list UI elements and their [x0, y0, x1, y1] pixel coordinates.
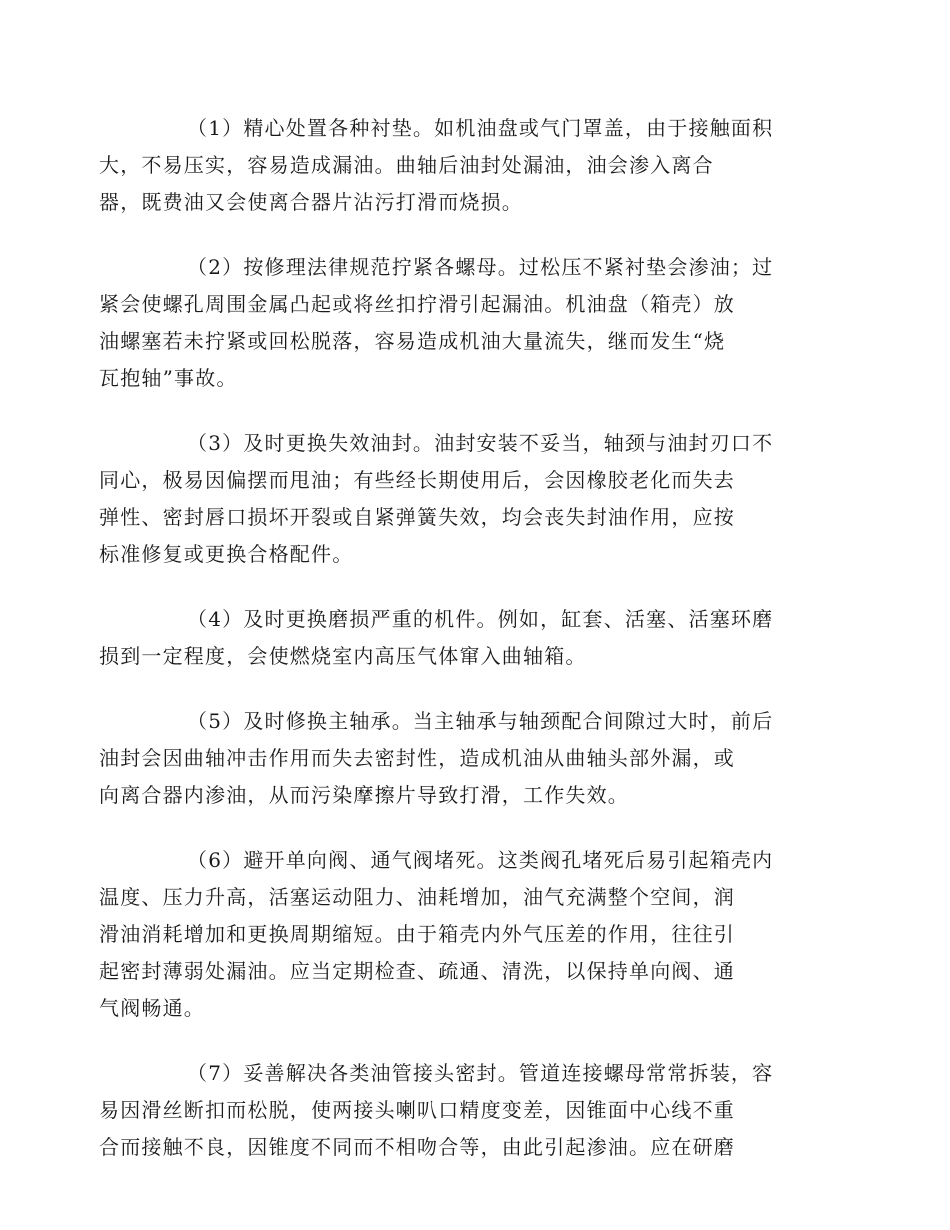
text-line: 滑油消耗增加和更换周期缩短。由于箱壳内外气压差的作用，往往引 — [99, 922, 735, 946]
document-body — [99, 110, 798, 1194]
text-line: 温度、压力升高，活塞运动阻力、油耗增加，油气充满整个空间，润 — [99, 885, 735, 909]
text-line: 标准修复或更换合格配件。 — [99, 542, 354, 566]
text-line: （6）避开单向阀、通气阀堵死。这类阀孔堵死后易引起箱壳内 — [187, 848, 774, 872]
text-line: 弹性、密封唇口损坏开裂或自紧弹簧失效，均会丧失封油作用，应按 — [99, 505, 735, 529]
paragraph-1 — [99, 110, 798, 221]
text-line: 油封会因曲轴冲击作用而失去密封性，造成机油从曲轴头部外漏，或 — [99, 746, 735, 770]
text-line: （4）及时更换磨损严重的机件。例如，缸套、活塞、活塞环磨 — [187, 607, 774, 631]
text-line: 起密封薄弱处漏油。应当定期检查、疏通、清洗，以保持单向阀、通 — [99, 959, 735, 983]
text-line: 器，既费油又会使离合器片沾污打滑而烧损。 — [99, 190, 523, 214]
paragraph-5 — [99, 703, 798, 814]
text-line: 损到一定程度，会使燃烧室内高压气体窜入曲轴箱。 — [99, 644, 587, 668]
paragraph-6 — [99, 842, 798, 1027]
text-line: 瓦抱轴”事故。 — [99, 366, 238, 390]
text-line: 大，不易压实，容易造成漏油。曲轴后油封处漏油，油会渗入离合 — [99, 153, 714, 177]
text-line: 合而接触不良，因锥度不同而不相吻合等，由此引起渗油。应在研磨 — [99, 1135, 735, 1159]
text-line: （7）妥善解决各类油管接头密封。管道连接螺母常常拆装，容 — [187, 1061, 774, 1085]
text-line: 同心，极易因偏摆而甩油；有些经长期使用后，会因橡胶老化而失去 — [99, 468, 735, 492]
text-line: （3）及时更换失效油封。油封安装不妥当，轴颈与油封刃口不 — [187, 431, 774, 455]
text-line: （5）及时修换主轴承。当主轴承与轴颈配合间隙过大时，前后 — [187, 709, 774, 733]
text-line: （1）精心处置各种衬垫。如机油盘或气门罩盖，由于接触面积 — [187, 116, 774, 140]
paragraph-2 — [99, 249, 798, 397]
text-line: 油螺塞若未拧紧或回松脱落，容易造成机油大量流失，继而发生“烧 — [99, 329, 726, 353]
text-line: 易因滑丝断扣而松脱，使两接头喇叭口精度变差，因锥面中心线不重 — [99, 1098, 735, 1122]
paragraph-3 — [99, 425, 798, 573]
text-line: （2）按修理法律规范拧紧各螺母。过松压不紧衬垫会渗油；过 — [187, 255, 774, 279]
text-line: 紧会使螺孔周围金属凸起或将丝扣拧滑引起漏油。机油盘（箱壳）放 — [99, 292, 735, 316]
paragraph-4 — [99, 601, 798, 675]
text-line: 向离合器内渗油，从而污染摩擦片导致打滑，工作失效。 — [99, 783, 629, 807]
text-line: 气阀畅通。 — [99, 996, 205, 1020]
paragraph-7 — [99, 1055, 798, 1166]
